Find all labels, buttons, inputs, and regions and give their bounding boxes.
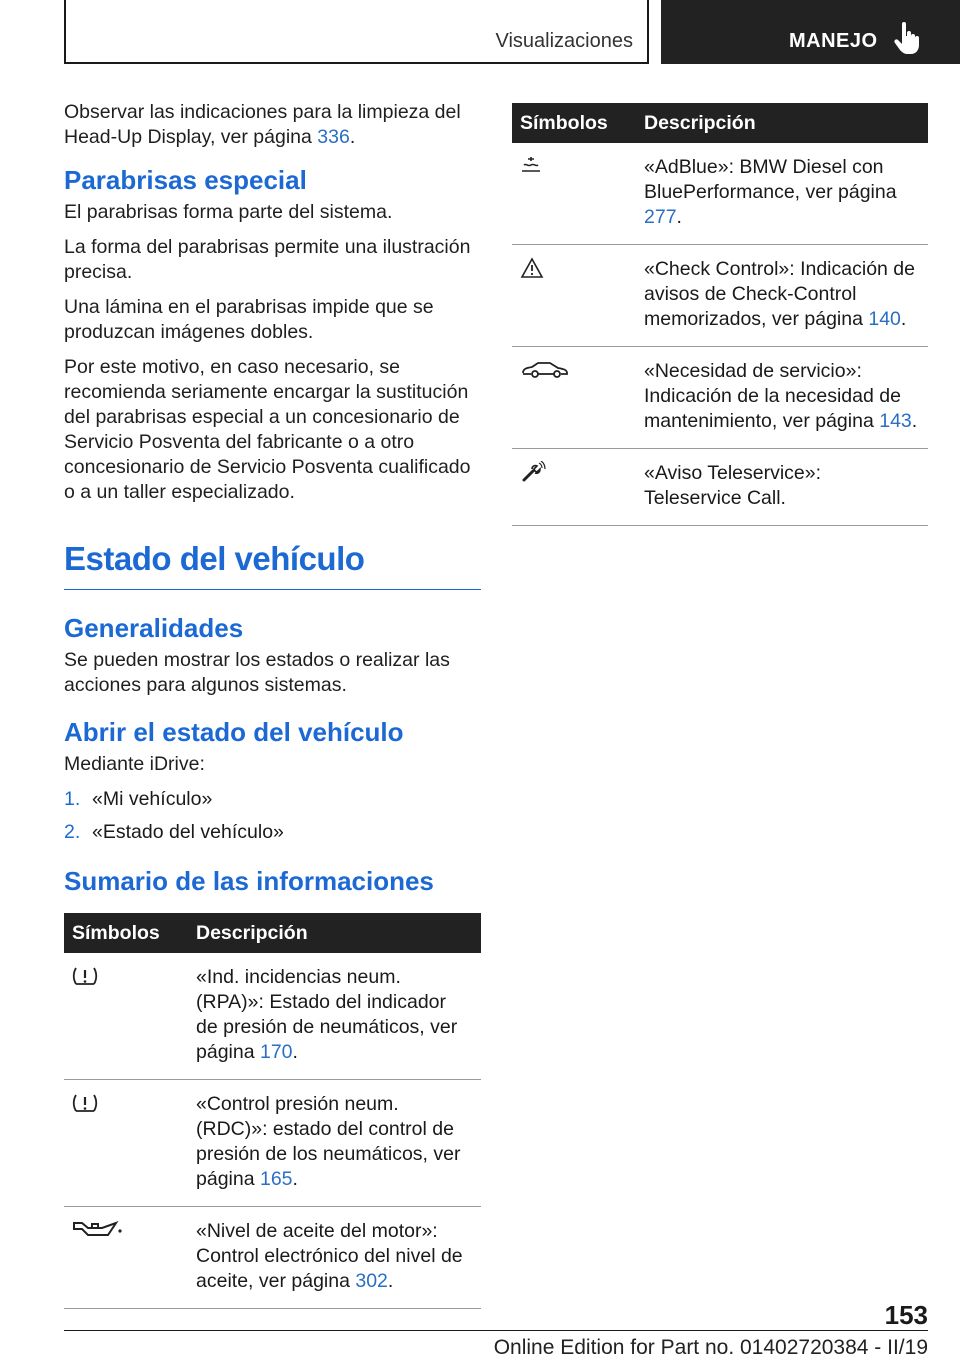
hand-pointer-icon bbox=[894, 22, 920, 54]
parabrisas-p2: La forma del parabrisas permite una ilustración precisa. bbox=[64, 236, 471, 283]
estado-heading: Estado del vehículo bbox=[64, 537, 481, 590]
row-description: «Control presión neum. (RDC)»: estado del control de presión de los neumáticos, ver página 165. bbox=[188, 1080, 481, 1207]
intro-paragraph: Observar las indicaciones para la limpieza del Head-Up Display, ver página 336. bbox=[64, 101, 461, 148]
chapter-title: MANEJO bbox=[789, 30, 878, 52]
table-row bbox=[512, 347, 928, 449]
list-item: 1. «Mi vehículo» bbox=[64, 788, 213, 810]
tire-pressure-icon bbox=[72, 965, 98, 987]
col-header-description: Descripción bbox=[636, 103, 928, 143]
col-header-description: Descripción bbox=[188, 913, 481, 953]
generalidades-heading: Generalidades bbox=[64, 613, 244, 643]
page-link[interactable]: 140 bbox=[868, 308, 901, 330]
row-description: «Ind. incidencias neum. (RPA)»: Estado del indicador de presión de neumáticos, ver página 170. bbox=[188, 953, 481, 1080]
parabrisas-p4: Por este motivo, en caso necesario, se recomienda seriamente encargar la sustitución del parabrisas especial a un concesionario de Servicio Posventa del fabricante o a otro concesionario de Servicio Posventa cualificado o a un taller especializado. bbox=[64, 356, 471, 503]
edition-note: Online Edition for Part no. 01402720384 - II/19 bbox=[493, 1336, 928, 1359]
table-row bbox=[64, 1207, 481, 1309]
page-link[interactable]: 165 bbox=[259, 1168, 293, 1190]
right-column bbox=[512, 103, 928, 526]
table-row bbox=[512, 449, 928, 526]
abrir-p1: Mediante iDrive: bbox=[64, 753, 205, 775]
adblue-icon bbox=[520, 155, 542, 175]
page-link[interactable]: 302 bbox=[355, 1270, 388, 1292]
table-row bbox=[512, 143, 928, 245]
table-row bbox=[64, 953, 481, 1080]
section-title: Visualizaciones bbox=[495, 30, 633, 52]
table-row bbox=[64, 1080, 481, 1207]
row-description: «Aviso Teleservice»: Teleservice Call. bbox=[636, 449, 928, 526]
abrir-heading: Abrir el estado del vehículo bbox=[64, 717, 404, 747]
warning-triangle-icon bbox=[520, 257, 544, 279]
chapter-tab bbox=[661, 0, 960, 64]
row-description: «Necesidad de servicio»: Indicación de la necesidad de mantenimiento, ver página 143. bbox=[636, 347, 928, 449]
service-car-icon bbox=[520, 359, 570, 379]
page-link[interactable]: 336 bbox=[317, 126, 350, 148]
col-header-symbols: Símbolos bbox=[64, 913, 188, 953]
list-item: 2. «Estado del vehículo» bbox=[64, 821, 284, 843]
row-description: «AdBlue»: BMW Diesel con BluePerformance, ver página 277. bbox=[636, 143, 928, 245]
row-description: «Check Control»: Indicación de avisos de Check-Control memorizados, ver página 140. bbox=[636, 245, 928, 347]
col-header-symbols: Símbolos bbox=[512, 103, 636, 143]
steps-list bbox=[64, 787, 481, 845]
sumario-heading: Sumario de las informaciones bbox=[64, 866, 434, 896]
page-link[interactable]: 277 bbox=[644, 206, 677, 228]
tire-pressure-icon bbox=[72, 1092, 98, 1114]
row-description: «Nivel de aceite del motor»: Control electrónico del nivel de aceite, ver página 302. bbox=[188, 1207, 481, 1309]
left-column bbox=[64, 100, 481, 1309]
page-number: 153 bbox=[884, 1300, 928, 1330]
parabrisas-heading: Parabrisas especial bbox=[64, 165, 307, 195]
symbols-table-right bbox=[512, 103, 928, 526]
oil-can-icon bbox=[72, 1219, 124, 1239]
symbols-table-left bbox=[64, 913, 481, 1309]
page-link[interactable]: 143 bbox=[879, 410, 912, 432]
footer-divider bbox=[64, 1330, 928, 1331]
page-link[interactable]: 170 bbox=[259, 1041, 293, 1063]
page-header bbox=[0, 0, 960, 66]
parabrisas-p3: Una lámina en el parabrisas impide que se produzcan imágenes dobles. bbox=[64, 296, 434, 343]
parabrisas-p1: El parabrisas forma parte del sistema. bbox=[64, 201, 393, 223]
generalidades-p1: Se pueden mostrar los estados o realizar las acciones para algunos sistemas. bbox=[64, 649, 450, 696]
table-row bbox=[512, 245, 928, 347]
section-header-box bbox=[64, 0, 649, 64]
teleservice-wrench-icon bbox=[520, 461, 546, 483]
